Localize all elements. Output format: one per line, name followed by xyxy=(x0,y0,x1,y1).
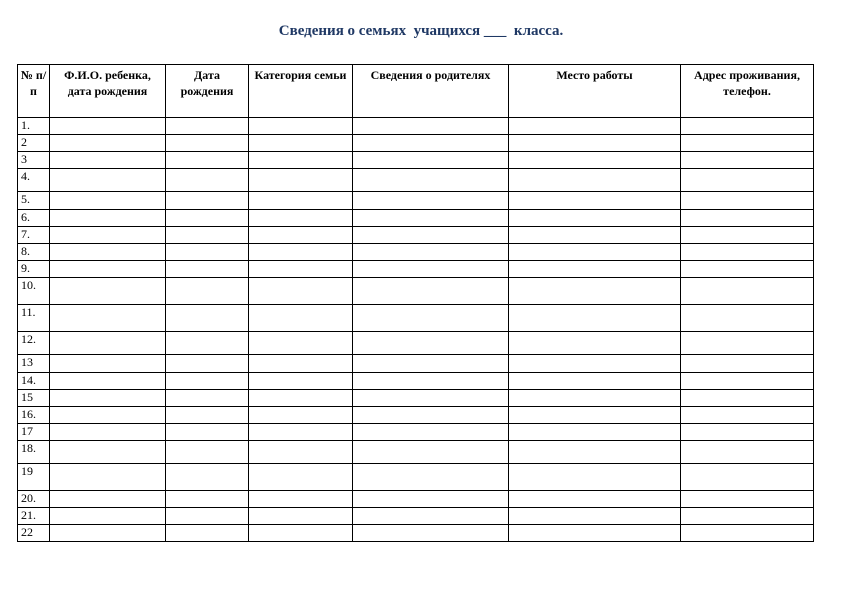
cell-child-name[interactable] xyxy=(50,424,166,441)
cell-parents-info[interactable] xyxy=(353,169,509,192)
cell-address-phone[interactable] xyxy=(681,227,814,244)
cell-address-phone[interactable] xyxy=(681,305,814,332)
family-info-table xyxy=(17,64,814,542)
header-family-category: Категория семьи xyxy=(249,65,353,118)
cell-child-name[interactable] xyxy=(50,169,166,192)
cell-workplace[interactable] xyxy=(509,424,681,441)
row-number: 22 xyxy=(18,525,50,542)
row-number: 21. xyxy=(18,508,50,525)
cell-parents-info[interactable] xyxy=(353,464,509,491)
cell-child-name[interactable] xyxy=(50,407,166,424)
cell-birth-date[interactable] xyxy=(166,373,249,390)
cell-parents-info[interactable] xyxy=(353,261,509,278)
cell-parents-info[interactable] xyxy=(353,373,509,390)
header-workplace: Место работы xyxy=(509,65,681,118)
row-number: 1. xyxy=(18,118,50,135)
cell-address-phone[interactable] xyxy=(681,332,814,355)
cell-birth-date[interactable] xyxy=(166,424,249,441)
table-row xyxy=(18,332,814,355)
cell-parents-info[interactable] xyxy=(353,305,509,332)
cell-birth-date[interactable] xyxy=(166,227,249,244)
cell-address-phone[interactable] xyxy=(681,261,814,278)
cell-family-category[interactable] xyxy=(249,244,353,261)
cell-family-category[interactable] xyxy=(249,508,353,525)
cell-child-name[interactable] xyxy=(50,464,166,491)
cell-address-phone[interactable] xyxy=(681,135,814,152)
cell-address-phone[interactable] xyxy=(681,244,814,261)
row-number: 20. xyxy=(18,491,50,508)
cell-workplace[interactable] xyxy=(509,227,681,244)
cell-address-phone[interactable] xyxy=(681,169,814,192)
cell-child-name[interactable] xyxy=(50,244,166,261)
table-row xyxy=(18,373,814,390)
cell-workplace[interactable] xyxy=(509,210,681,227)
cell-birth-date[interactable] xyxy=(166,244,249,261)
row-number: 8. xyxy=(18,244,50,261)
row-number: 16. xyxy=(18,407,50,424)
cell-family-category[interactable] xyxy=(249,355,353,373)
table-row xyxy=(18,192,814,210)
header-child-name: Ф.И.О. ребенка, дата рождения xyxy=(50,65,166,118)
row-number: 15 xyxy=(18,390,50,407)
header-number: № п/п xyxy=(18,65,50,118)
cell-workplace[interactable] xyxy=(509,355,681,373)
table-row xyxy=(18,135,814,152)
table-row xyxy=(18,424,814,441)
cell-parents-info[interactable] xyxy=(353,192,509,210)
cell-child-name[interactable] xyxy=(50,491,166,508)
cell-workplace[interactable] xyxy=(509,491,681,508)
cell-family-category[interactable] xyxy=(249,135,353,152)
table-row xyxy=(18,169,814,192)
cell-address-phone[interactable] xyxy=(681,210,814,227)
cell-address-phone[interactable] xyxy=(681,373,814,390)
row-number: 7. xyxy=(18,227,50,244)
cell-workplace[interactable] xyxy=(509,464,681,491)
cell-birth-date[interactable] xyxy=(166,464,249,491)
cell-birth-date[interactable] xyxy=(166,261,249,278)
cell-address-phone[interactable] xyxy=(681,424,814,441)
cell-workplace[interactable] xyxy=(509,278,681,305)
table-row xyxy=(18,227,814,244)
cell-parents-info[interactable] xyxy=(353,525,509,542)
cell-family-category[interactable] xyxy=(249,390,353,407)
table-row xyxy=(18,244,814,261)
cell-parents-info[interactable] xyxy=(353,441,509,464)
cell-parents-info[interactable] xyxy=(353,390,509,407)
table-row xyxy=(18,261,814,278)
cell-parents-info[interactable] xyxy=(353,135,509,152)
row-number: 6. xyxy=(18,210,50,227)
cell-birth-date[interactable] xyxy=(166,169,249,192)
table-row xyxy=(18,390,814,407)
cell-birth-date[interactable] xyxy=(166,278,249,305)
cell-birth-date[interactable] xyxy=(166,525,249,542)
cell-child-name[interactable] xyxy=(50,278,166,305)
cell-workplace[interactable] xyxy=(509,508,681,525)
table-row xyxy=(18,464,814,491)
row-number: 17 xyxy=(18,424,50,441)
table-row xyxy=(18,152,814,169)
cell-birth-date[interactable] xyxy=(166,355,249,373)
cell-family-category[interactable] xyxy=(249,118,353,135)
cell-family-category[interactable] xyxy=(249,373,353,390)
cell-birth-date[interactable] xyxy=(166,152,249,169)
cell-family-category[interactable] xyxy=(249,192,353,210)
row-number: 13 xyxy=(18,355,50,373)
cell-birth-date[interactable] xyxy=(166,118,249,135)
cell-workplace[interactable] xyxy=(509,118,681,135)
cell-birth-date[interactable] xyxy=(166,305,249,332)
cell-child-name[interactable] xyxy=(50,210,166,227)
cell-birth-date[interactable] xyxy=(166,192,249,210)
cell-child-name[interactable] xyxy=(50,390,166,407)
cell-family-category[interactable] xyxy=(249,491,353,508)
table-row xyxy=(18,508,814,525)
cell-address-phone[interactable] xyxy=(681,152,814,169)
table-row xyxy=(18,210,814,227)
cell-workplace[interactable] xyxy=(509,261,681,278)
cell-address-phone[interactable] xyxy=(681,491,814,508)
row-number: 12. xyxy=(18,332,50,355)
header-address-phone: Адрес проживания, телефон. xyxy=(681,65,814,118)
cell-birth-date[interactable] xyxy=(166,508,249,525)
cell-workplace[interactable] xyxy=(509,390,681,407)
cell-address-phone[interactable] xyxy=(681,525,814,542)
cell-workplace[interactable] xyxy=(509,192,681,210)
row-number: 10. xyxy=(18,278,50,305)
cell-child-name[interactable] xyxy=(50,305,166,332)
cell-family-category[interactable] xyxy=(249,407,353,424)
cell-parents-info[interactable] xyxy=(353,355,509,373)
table-row xyxy=(18,355,814,373)
table-body xyxy=(18,118,814,542)
cell-family-category[interactable] xyxy=(249,441,353,464)
row-number: 18. xyxy=(18,441,50,464)
cell-address-phone[interactable] xyxy=(681,278,814,305)
cell-workplace[interactable] xyxy=(509,407,681,424)
cell-birth-date[interactable] xyxy=(166,135,249,152)
table-row xyxy=(18,525,814,542)
cell-address-phone[interactable] xyxy=(681,464,814,491)
cell-parents-info[interactable] xyxy=(353,210,509,227)
cell-parents-info[interactable] xyxy=(353,407,509,424)
row-number: 5. xyxy=(18,192,50,210)
cell-workplace[interactable] xyxy=(509,305,681,332)
cell-address-phone[interactable] xyxy=(681,390,814,407)
table-row xyxy=(18,441,814,464)
cell-address-phone[interactable] xyxy=(681,407,814,424)
cell-child-name[interactable] xyxy=(50,355,166,373)
cell-child-name[interactable] xyxy=(50,152,166,169)
cell-workplace[interactable] xyxy=(509,332,681,355)
cell-birth-date[interactable] xyxy=(166,210,249,227)
row-number: 19 xyxy=(18,464,50,491)
cell-family-category[interactable] xyxy=(249,169,353,192)
cell-birth-date[interactable] xyxy=(166,407,249,424)
cell-child-name[interactable] xyxy=(50,261,166,278)
table-row xyxy=(18,278,814,305)
cell-address-phone[interactable] xyxy=(681,118,814,135)
document-title: Сведения о семьях учащихся ___ класса. xyxy=(278,23,564,39)
cell-child-name[interactable] xyxy=(50,118,166,135)
cell-workplace[interactable] xyxy=(509,152,681,169)
cell-workplace[interactable] xyxy=(509,373,681,390)
cell-child-name[interactable] xyxy=(50,373,166,390)
cell-birth-date[interactable] xyxy=(166,332,249,355)
cell-workplace[interactable] xyxy=(509,244,681,261)
row-number: 14. xyxy=(18,373,50,390)
cell-parents-info[interactable] xyxy=(353,152,509,169)
row-number: 3 xyxy=(18,152,50,169)
cell-family-category[interactable] xyxy=(249,210,353,227)
cell-birth-date[interactable] xyxy=(166,441,249,464)
cell-family-category[interactable] xyxy=(249,278,353,305)
cell-parents-info[interactable] xyxy=(353,332,509,355)
cell-child-name[interactable] xyxy=(50,135,166,152)
cell-family-category[interactable] xyxy=(249,227,353,244)
cell-child-name[interactable] xyxy=(50,192,166,210)
row-number: 11. xyxy=(18,305,50,332)
row-number: 9. xyxy=(18,261,50,278)
row-number: 4. xyxy=(18,169,50,192)
cell-child-name[interactable] xyxy=(50,525,166,542)
cell-family-category[interactable] xyxy=(249,525,353,542)
cell-family-category[interactable] xyxy=(249,424,353,441)
table-header-row xyxy=(18,65,814,118)
cell-birth-date[interactable] xyxy=(166,491,249,508)
cell-address-phone[interactable] xyxy=(681,441,814,464)
cell-address-phone[interactable] xyxy=(681,355,814,373)
cell-family-category[interactable] xyxy=(249,464,353,491)
table-row xyxy=(18,407,814,424)
cell-child-name[interactable] xyxy=(50,441,166,464)
cell-family-category[interactable] xyxy=(249,332,353,355)
cell-workplace[interactable] xyxy=(509,441,681,464)
cell-address-phone[interactable] xyxy=(681,508,814,525)
cell-child-name[interactable] xyxy=(50,508,166,525)
header-parents-info: Сведения о родителях xyxy=(353,65,509,118)
cell-parents-info[interactable] xyxy=(353,227,509,244)
cell-address-phone[interactable] xyxy=(681,192,814,210)
table-row xyxy=(18,305,814,332)
table-row xyxy=(18,491,814,508)
cell-child-name[interactable] xyxy=(50,227,166,244)
cell-parents-info[interactable] xyxy=(353,244,509,261)
row-number: 2 xyxy=(18,135,50,152)
cell-family-category[interactable] xyxy=(249,152,353,169)
cell-parents-info[interactable] xyxy=(353,424,509,441)
cell-parents-info[interactable] xyxy=(353,491,509,508)
cell-workplace[interactable] xyxy=(509,135,681,152)
cell-family-category[interactable] xyxy=(249,261,353,278)
header-birth-date: Дата рождения xyxy=(166,65,249,118)
cell-parents-info[interactable] xyxy=(353,118,509,135)
cell-family-category[interactable] xyxy=(249,305,353,332)
cell-parents-info[interactable] xyxy=(353,278,509,305)
cell-parents-info[interactable] xyxy=(353,508,509,525)
cell-workplace[interactable] xyxy=(509,169,681,192)
table-row xyxy=(18,118,814,135)
cell-child-name[interactable] xyxy=(50,332,166,355)
cell-workplace[interactable] xyxy=(509,525,681,542)
cell-birth-date[interactable] xyxy=(166,390,249,407)
